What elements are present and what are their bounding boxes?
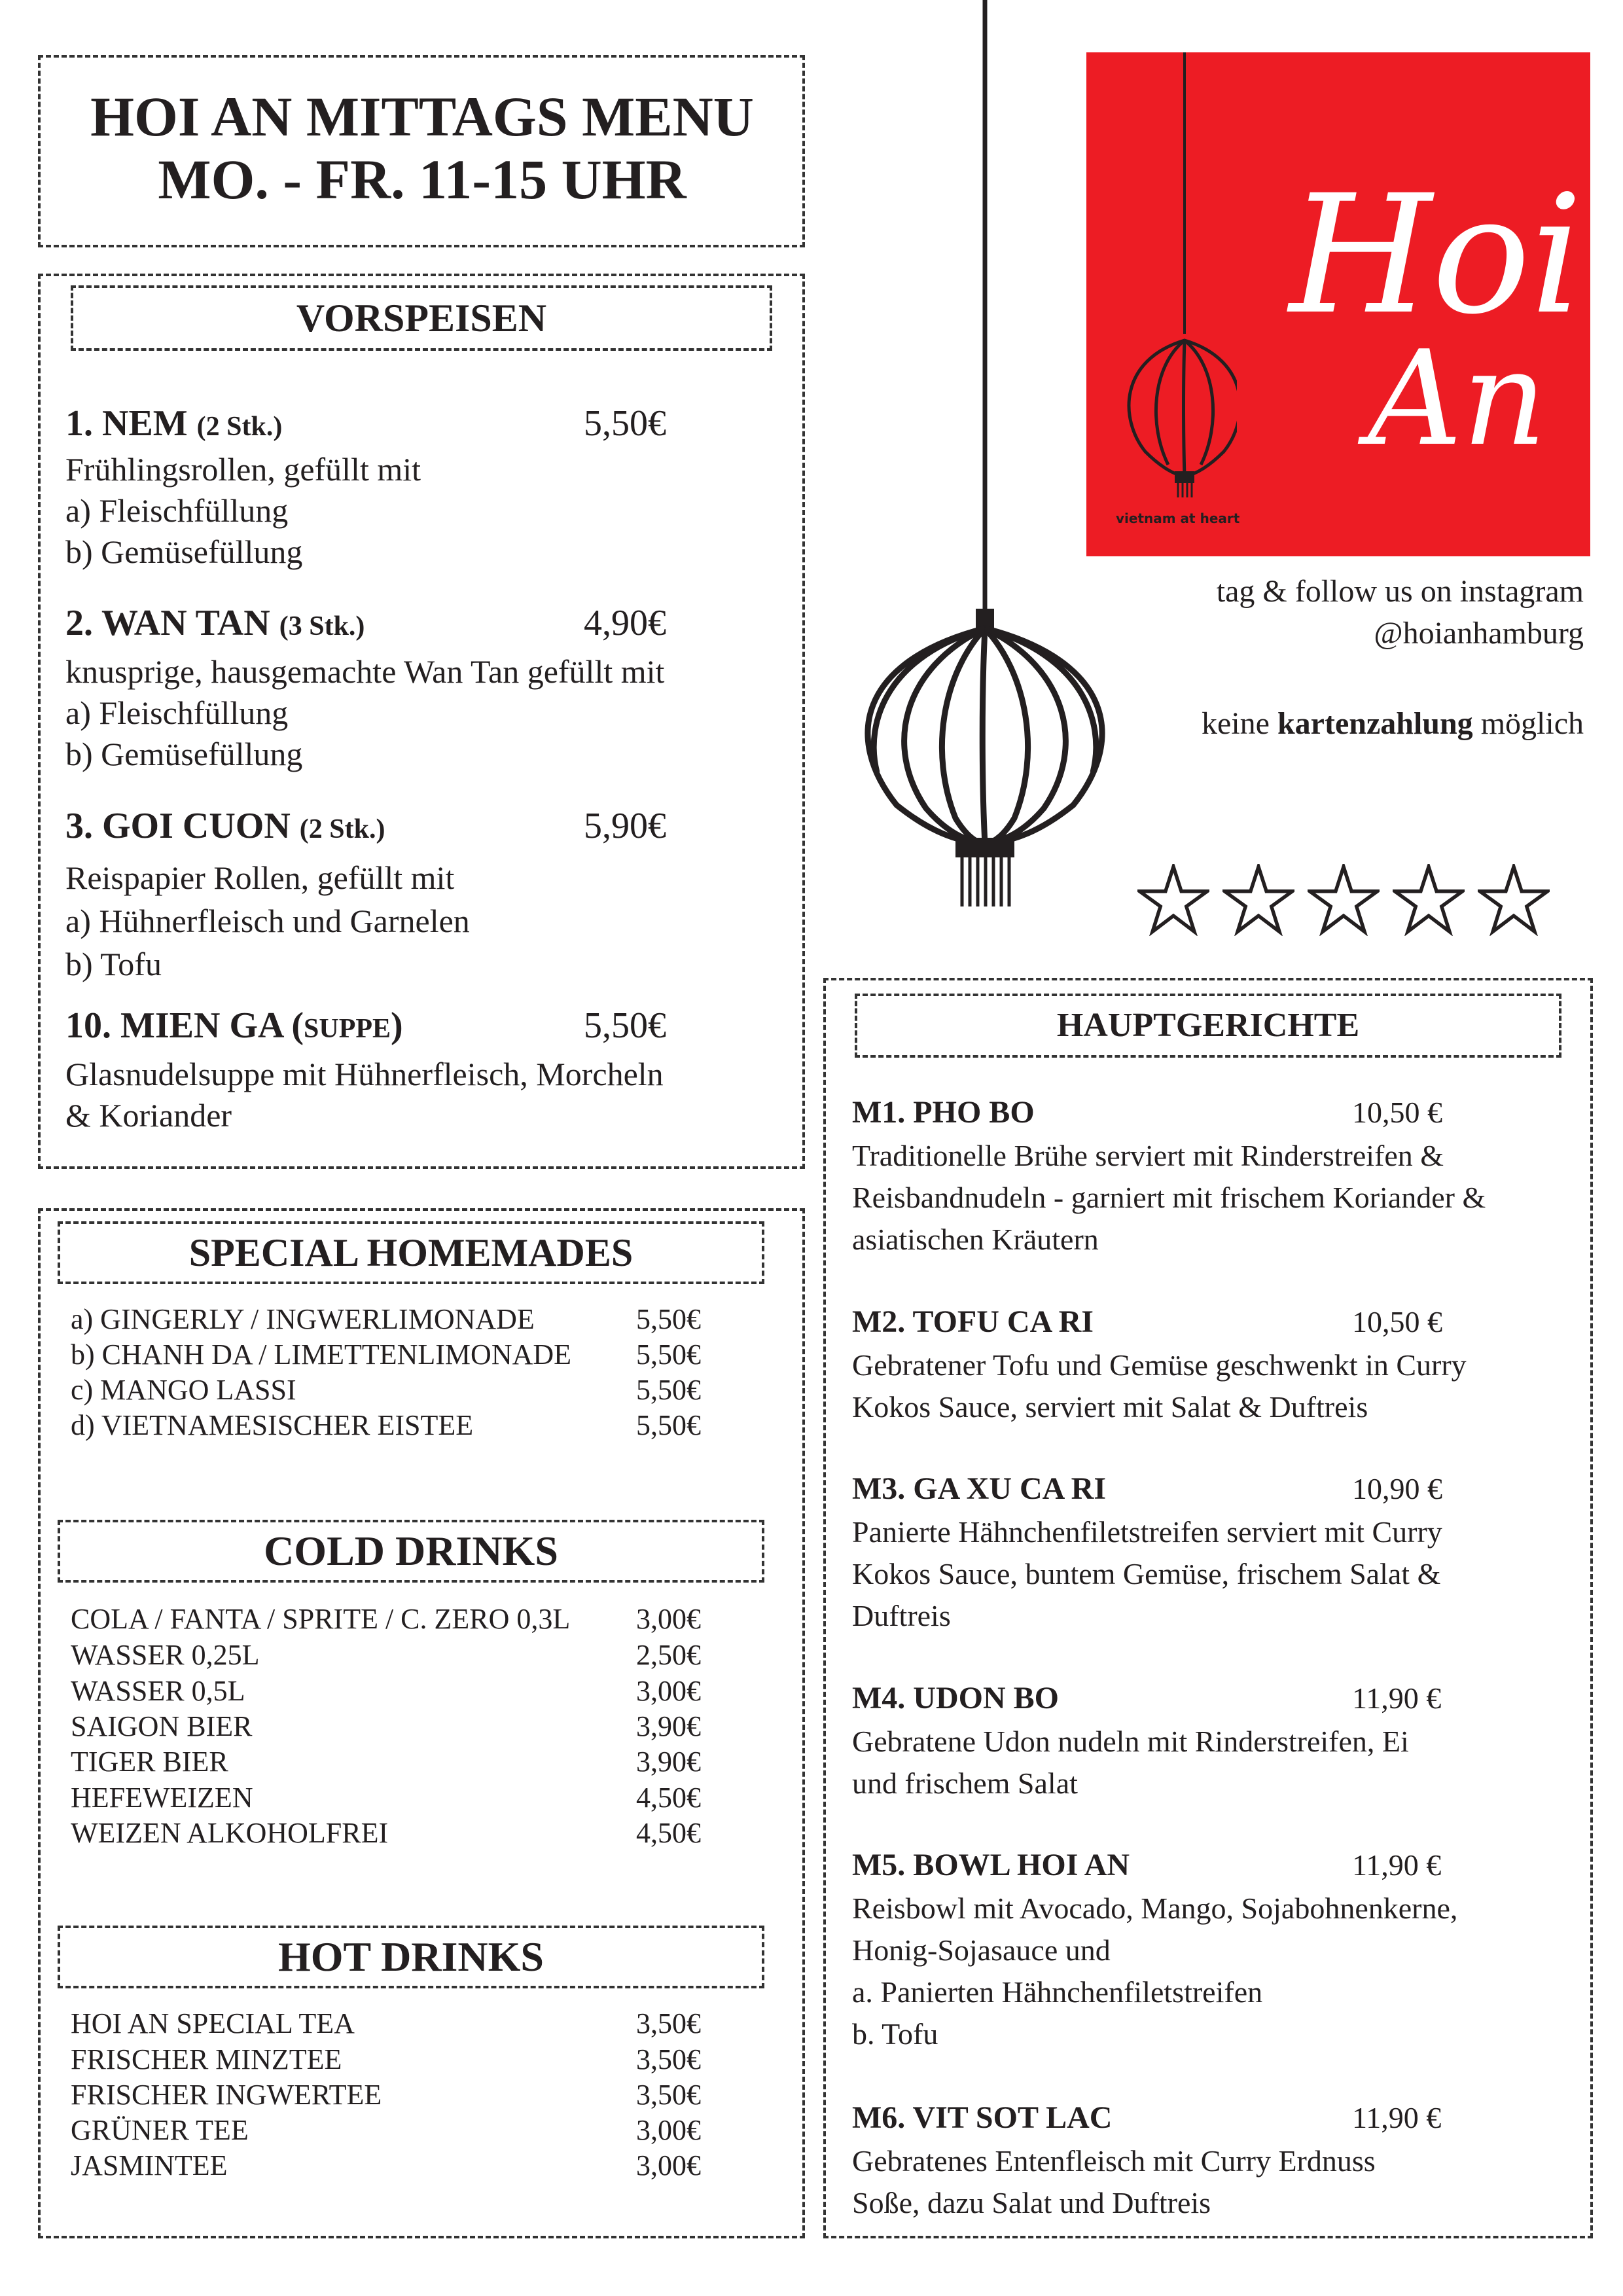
star-outline-icon <box>1222 864 1294 936</box>
dish-name: 2. WAN TAN (3 Stk.) <box>65 603 365 643</box>
menu-title <box>39 52 805 246</box>
drink-price: 5,50€ <box>636 1338 701 1371</box>
drink-price: 5,50€ <box>636 1303 701 1335</box>
main-dish-description: Traditionelle Brühe serviert mit Rinderstreifen & Reisbandnudeln - garniert mit frischem Koriander & asiatischen Kräutern <box>852 1139 1486 1256</box>
star-outline-icon <box>1137 864 1209 936</box>
drink-item: HOI AN SPECIAL TEA <box>71 2007 355 2039</box>
drink-price: 3,50€ <box>636 2007 701 2039</box>
special-header: SPECIAL HOMEMADES <box>58 1221 764 1284</box>
drink-item: SAIGON BIER <box>71 1710 253 1742</box>
main-dish-price: 10,50 € <box>1352 1305 1442 1338</box>
drink-price: 2,50€ <box>636 1639 701 1671</box>
drink-item: b) CHANH DA / LIMETTENLIMONADE <box>71 1338 572 1371</box>
drink-price: 4,50€ <box>636 1817 701 1849</box>
drink-item: JASMINTEE <box>71 2149 228 2181</box>
small-lantern-icon <box>1106 52 1237 497</box>
drink-price: 3,50€ <box>636 2043 701 2075</box>
drink-price: 3,00€ <box>636 1603 701 1635</box>
main-dish-name: M6. VIT SOT LAC <box>852 2100 1113 2135</box>
main-dish-name: M3. GA XU CA RI <box>852 1471 1107 1506</box>
dish-price: 4,90€ <box>584 603 666 643</box>
vorspeisen-header: VORSPEISEN <box>71 285 772 351</box>
cold-drinks-header: COLD DRINKS <box>58 1520 764 1583</box>
main-dish-name: M1. PHO BO <box>852 1095 1035 1130</box>
drink-item: COLA / FANTA / SPRITE / C. ZERO 0,3L <box>71 1603 571 1635</box>
drink-price: 3,00€ <box>636 1675 701 1707</box>
hot-drinks-header: HOT DRINKS <box>58 1926 764 1988</box>
drink-item: GRÜNER TEE <box>71 2114 249 2146</box>
main-dish-description: Gebratenes Entenfleisch mit Curry Erdnuss Soße, dazu Salat und Duftreis <box>852 2144 1376 2219</box>
main-dish-name: M2. TOFU CA RI <box>852 1304 1094 1339</box>
dish-name: 10. MIEN GA (SUPPE) <box>65 1005 403 1046</box>
main-dish-name: M5. BOWL HOI AN <box>852 1848 1130 1882</box>
dish-description: Glasnudelsuppe mit Hühnerfleisch, Morcheln & Koriander <box>65 1056 664 1134</box>
instagram-handle: @hoianhamburg <box>1374 616 1584 651</box>
dish-description: Frühlingsrollen, gefüllt mit a) Fleischfüllung b) Gemüsefüllung <box>65 451 421 570</box>
main-dish-price: 11,90 € <box>1352 1681 1442 1715</box>
drink-price: 3,90€ <box>636 1746 701 1778</box>
star-outline-icon <box>1308 864 1380 936</box>
main-dish-price: 11,90 € <box>1352 2101 1442 2134</box>
drink-item: FRISCHER INGWERTEE <box>71 2079 382 2111</box>
drink-item: FRISCHER MINZTEE <box>71 2043 342 2075</box>
dish-name: 1. NEM (2 Stk.) <box>65 403 283 444</box>
menu-title-line2: MO. - FR. 11-15 UHR <box>158 148 687 211</box>
drink-item: TIGER BIER <box>71 1746 228 1778</box>
drink-price: 4,50€ <box>636 1782 701 1814</box>
drink-item: c) MANGO LASSI <box>71 1374 296 1406</box>
menu-title-line1: HOI AN MITTAGS MENU <box>90 85 754 148</box>
logo-script-hoi: Hoi <box>1289 160 1583 350</box>
drink-item: WEIZEN ALKOHOLFREI <box>71 1817 389 1849</box>
drink-price: 3,50€ <box>636 2079 701 2111</box>
instagram-note: tag & follow us on instagram @hoianhamburg <box>1060 571 1584 655</box>
hauptgerichte-header: HAUPTGERICHTE <box>855 994 1561 1058</box>
main-dish-description: Reisbowl mit Avocado, Mango, Sojabohnenkerne, Honig-Sojasauce und a. Panierten Hähnchenfiletstreifen b. Tofu <box>852 1892 1458 2051</box>
drink-price: 3,90€ <box>636 1710 701 1742</box>
logo-tagline: vietnam at heart <box>1116 511 1240 526</box>
logo-script-an: An <box>1368 323 1547 475</box>
dish-description: knusprige, hausgemachte Wan Tan gefüllt mit a) Fleischfüllung b) Gemüsefüllung <box>65 653 665 772</box>
drink-item: HEFEWEIZEN <box>71 1782 253 1814</box>
main-dish-price: 10,50 € <box>1352 1096 1442 1129</box>
drink-item: a) GINGERLY / INGWERLIMONADE <box>71 1303 535 1335</box>
main-dish-name: M4. UDON BO <box>852 1681 1059 1715</box>
main-dish-price: 10,90 € <box>1352 1472 1442 1505</box>
star-outline-icon <box>1393 864 1465 936</box>
drink-item: WASSER 0,25L <box>71 1639 260 1671</box>
main-dish-description: Gebratene Udon nudeln mit Rinderstreifen, Ei und frischem Salat <box>852 1725 1409 1800</box>
dish-description: Reispapier Rollen, gefüllt mit a) Hühnerfleisch und Garnelen b) Tofu <box>65 859 470 982</box>
dish-name: 3. GOI CUON (2 Stk.) <box>65 806 385 846</box>
drink-price: 5,50€ <box>636 1374 701 1406</box>
rating-stars <box>1137 864 1556 936</box>
star-outline-icon <box>1478 864 1550 936</box>
drink-price: 5,50€ <box>636 1409 701 1441</box>
main-dish-description: Gebratener Tofu und Gemüse geschwenkt in Curry Kokos Sauce, serviert mit Salat & Duftreis <box>852 1348 1467 1424</box>
main-dish-price: 11,90 € <box>1352 1848 1442 1882</box>
dish-price: 5,90€ <box>584 806 666 846</box>
drink-price: 3,00€ <box>636 2149 701 2181</box>
hoi-an-logo <box>1086 52 1590 556</box>
drink-item: WASSER 0,5L <box>71 1675 245 1707</box>
drink-price: 3,00€ <box>636 2114 701 2146</box>
main-dish-description: Panierte Hähnchenfiletstreifen serviert mit Curry Kokos Sauce, buntem Gemüse, frischem Salat & Duftreis <box>852 1515 1442 1632</box>
drink-item: d) VIETNAMESISCHER EISTEE <box>71 1409 474 1441</box>
dish-price: 5,50€ <box>584 403 666 444</box>
payment-note: keine kartenzahlung möglich <box>1202 706 1584 741</box>
dish-price: 5,50€ <box>584 1005 666 1046</box>
